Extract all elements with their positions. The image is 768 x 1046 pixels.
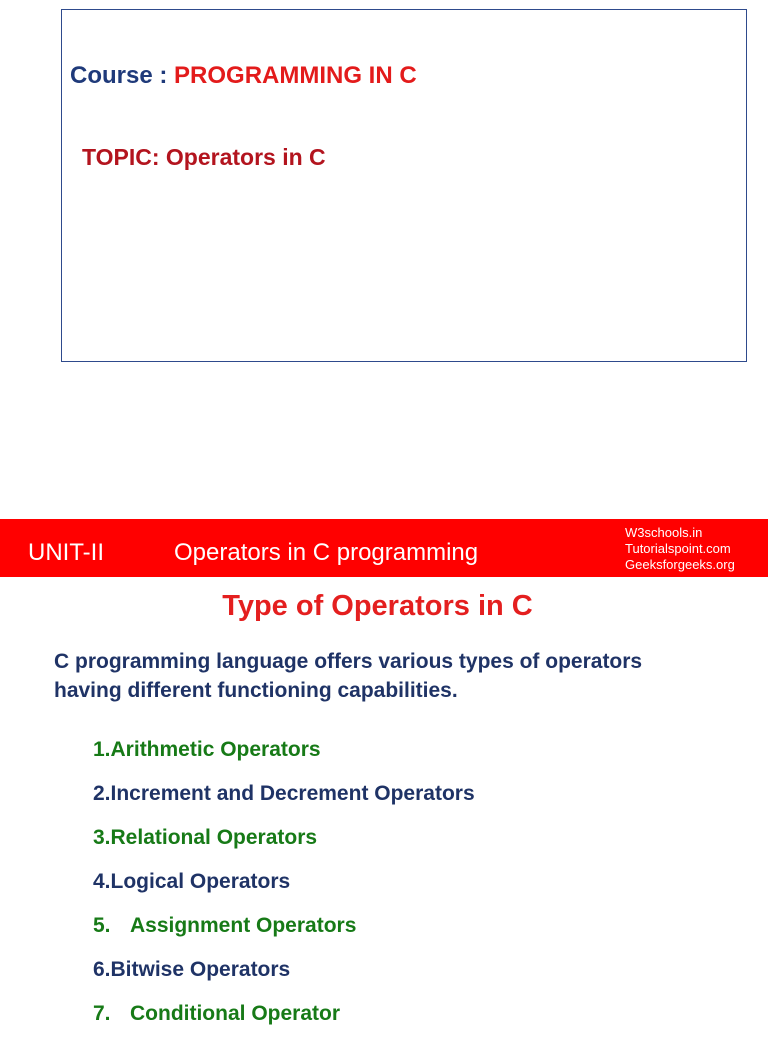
operator-label: Increment and Decrement Operators xyxy=(110,782,475,805)
operator-label: Conditional Operator xyxy=(130,1002,340,1025)
operator-number: 1. xyxy=(93,738,111,761)
slide-heading: Type of Operators in C xyxy=(222,590,533,622)
intro-line: C programming language offers various types of operators xyxy=(54,650,643,673)
intro-paragraph xyxy=(54,647,744,705)
operator-item xyxy=(93,870,475,914)
operator-label: Arithmetic Operators xyxy=(110,738,321,761)
source-item: W3schools.in xyxy=(625,525,703,540)
unit-banner xyxy=(0,519,768,577)
source-item: Tutorialspoint.com xyxy=(625,541,731,556)
operator-label: Bitwise Operators xyxy=(110,958,291,981)
operator-number: 6. xyxy=(93,958,111,981)
operator-list xyxy=(93,738,475,1046)
title-slide xyxy=(61,9,747,362)
operator-label: Relational Operators xyxy=(110,826,318,849)
topic-title: TOPIC: Operators in C xyxy=(82,144,326,170)
source-item: Geeksforgeeks.org xyxy=(625,557,735,572)
operator-item xyxy=(93,782,475,826)
banner-sources xyxy=(625,525,735,573)
banner-unit: UNIT-II xyxy=(28,539,104,566)
operator-label: Assignment Operators xyxy=(130,914,357,937)
operator-number: 4. xyxy=(93,870,111,893)
course-label: Course : xyxy=(70,62,175,89)
operator-number: 7. xyxy=(93,1002,111,1025)
intro-line: having different functioning capabilities. xyxy=(54,679,458,702)
banner-title: Operators in C programming xyxy=(174,539,479,566)
operator-item xyxy=(93,738,475,782)
course-name: PROGRAMMING IN C xyxy=(174,62,417,89)
operator-number: 3. xyxy=(93,826,111,849)
course-line xyxy=(70,62,417,90)
operator-item xyxy=(93,958,475,1002)
operator-item xyxy=(93,914,475,958)
operator-item xyxy=(93,826,475,870)
operator-item xyxy=(93,1002,475,1046)
operator-label: Logical Operators xyxy=(110,870,291,893)
operator-number: 5. xyxy=(93,914,111,937)
operator-number: 2. xyxy=(93,782,111,805)
